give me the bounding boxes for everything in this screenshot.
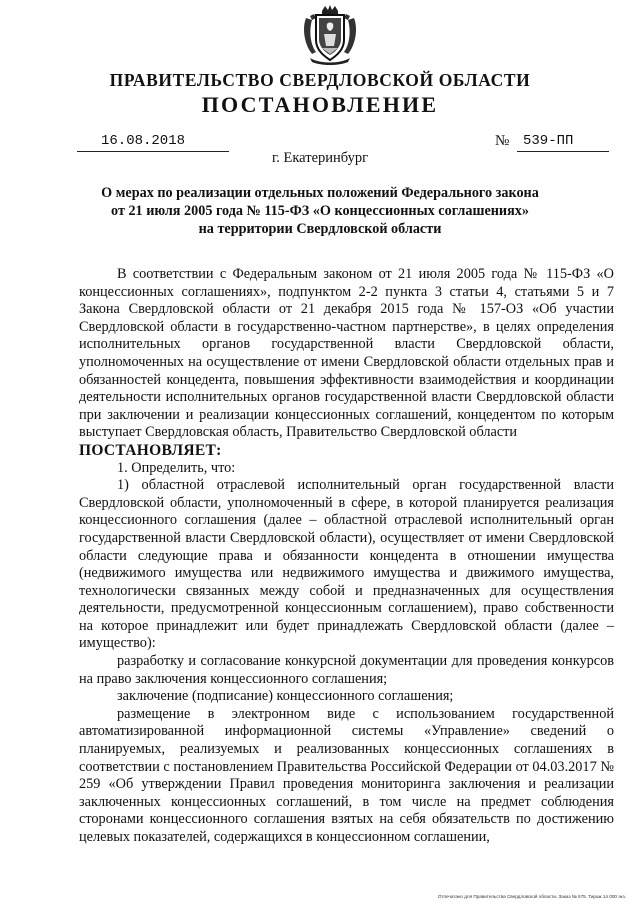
coat-of-arms-icon [300,4,360,66]
subparagraph-1-1: 1) областной отраслевой исполнительный орган государственной власти Свердловской области, уполномоченный в сфере, в которой планируется реализация концессионного соглашения (далее – областной отраслевой исполнительный орган государственной власти Свердловской области), осуществляет от имени Свердловской области следующие права и обязанности концедента в отношении имущества (недвижимого имущества или недвижимого имущества и движимого имущества, технологически связанных между собой и предназначенных для осуществления деятельности, предусмотренной концессионным соглашением), право собственности на которое принадлежит или будет принадлежать Свердловской области (далее – имущество): [79,477,614,652]
print-footer: Отпечатано для Правительства Свердловской области. Заказ № 575. Тираж 14 000 экз. [437,894,626,899]
date-field [77,132,229,152]
number-sign: № [495,133,510,149]
document-type: ПОСТАНОВЛЕНИЕ [201,92,439,117]
paragraph-1: 1. Определить, что: [117,459,236,476]
organization-name: ПРАВИТЕЛЬСТВО СВЕРДЛОВСКОЙ ОБЛАСТИ [109,70,531,90]
title-line: от 21 июля 2005 года № 115-ФЗ «О концессионных соглашениях» [111,203,529,219]
city: г. Екатеринбург [271,150,369,166]
list-item: разработку и согласование конкурсной документации для проведения конкурсов на право заключения концессионного соглашения; [79,653,614,687]
document-title [90,184,550,238]
number-field [517,132,609,152]
document-number: 539-ПП [523,133,574,149]
list-item: заключение (подписание) концессионного соглашения; [117,688,454,705]
list-item: размещение в электронном виде с использованием государственной автоматизированной информационной системы «Управление» сведений о планируемых, реализуемых и реализованных концессионных соглашениях в соответствии с постановлением Правительства Российской Федерации от 04.03.2017 № 259 «Об утверждении Правил проведения мониторинга заключения и реализации заключенных концессионных соглашений, в том числе на предмет соблюдения сторонами концессионного соглашения взятых на себя обязательств по достижению целевых показателей, содержащихся в концессионном соглашении, [79,705,614,845]
title-line: О мерах по реализации отдельных положений Федерального закона [101,185,539,201]
document-date: 16.08.2018 [101,133,186,149]
title-line: на территории Свердловской области [198,221,442,237]
preamble-paragraph: В соответствии с Федеральным законом от 21 июля 2005 года № 115-ФЗ «О концессионных соглашениях», подпунктом 2-2 пункта 3 статьи 4, статьями 5 и 7 Закона Свердловской области от 21 декабря 2015 года № 157-ОЗ «Об участии Свердловской области в государственно-частном партнерстве», в целях определения исполнительных органов государственной власти Свердловской области, уполномоченных на осуществление от имени Свердловской области отдельных прав и обязанностей концедента, повышения эффективности взаимодействия и координации деятельности исполнительных органов государственной власти Свердловской области при заключении и реализации концессионных соглашений, концедентом по которым выступает Свердловская область, Правительство Свердловской области [79,266,614,441]
resolves-heading: ПОСТАНОВЛЯЕТ: [79,441,222,459]
document-body [79,266,614,847]
